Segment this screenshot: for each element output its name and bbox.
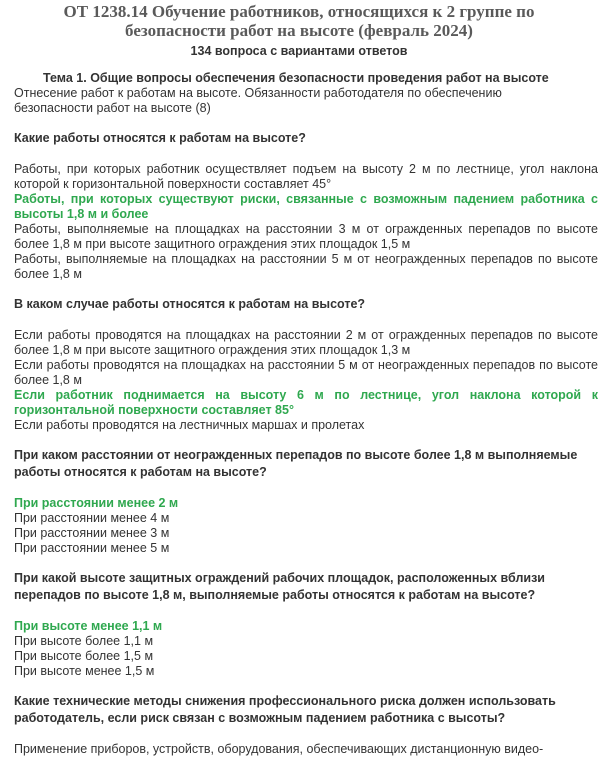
question-block	[0, 296, 598, 433]
answer-option	[0, 328, 598, 358]
answer-option	[0, 162, 598, 192]
answer-line: При высоте менее 1,5 м	[14, 664, 155, 678]
question-text	[0, 570, 604, 604]
question-line: Какие работы относятся к работам на высоте?	[14, 131, 306, 145]
document-title	[0, 2, 598, 40]
answer-option	[0, 358, 598, 388]
document-title-line-2: безопасности работ на высоте (февраль 2024)	[125, 21, 473, 40]
answer-line: Если работы проводятся на площадках на расстоянии 5 м от неогражденных перепадов по высоте	[14, 358, 598, 372]
answer-list	[0, 742, 598, 757]
answer-option	[0, 634, 598, 649]
topic-description-line-2: безопасности работ на высоте (8)	[14, 101, 211, 115]
answer-line: При расстоянии менее 3 м	[14, 526, 170, 540]
question-line: При какой высоте защитных ограждений рабочих площадок, расположенных вблизи	[14, 571, 545, 585]
answer-option-correct	[0, 192, 598, 222]
answer-line: При высоте менее 1,1 м	[14, 619, 163, 633]
answer-line: При высоте более 1,1 м	[14, 634, 154, 648]
answer-line: более 1,8 м	[14, 373, 82, 387]
answer-line: При расстоянии менее 2 м	[14, 496, 179, 510]
answer-option	[0, 526, 598, 541]
answer-option-correct	[0, 388, 598, 418]
answer-line: более 1,8 м	[14, 267, 82, 281]
question-line: работы относятся к работам на высоте?	[14, 465, 267, 479]
answer-line: Применение приборов, устройств, оборудования, обеспечивающих дистанционную видео-	[14, 742, 544, 756]
answer-line: более 1,8 м при высоте защитного ограждения этих площадок 1,3 м	[14, 343, 411, 357]
answer-option	[0, 252, 598, 282]
answer-option	[0, 418, 598, 433]
answer-line: Если работы проводятся на площадках на расстоянии 2 м от огражденных перепадов по высоте	[14, 328, 598, 342]
question-text	[0, 130, 604, 147]
answer-list	[0, 496, 598, 556]
topic-description-line-1: Отнесение работ к работам на высоте. Обязанности работодателя по обеспечению	[14, 86, 502, 100]
answer-line: Работы, при которых существуют риски, связанные с возможным падением работника с	[14, 192, 598, 206]
answer-line: высоты 1,8 м и более	[14, 207, 149, 221]
answer-option	[0, 222, 598, 252]
question-line: При каком расстоянии от неогражденных перепадов по высоте более 1,8 м выполняемые	[14, 448, 578, 462]
answer-option-correct	[0, 619, 598, 634]
topic-heading: Тема 1. Общие вопросы обеспечения безопасности проведения работ на высоте	[43, 71, 549, 85]
question-line: Какие технические методы снижения профессионального риска должен использовать	[14, 694, 556, 708]
answer-line: горизонтальной поверхности составляет 85°	[14, 403, 294, 417]
answer-line: При расстоянии менее 4 м	[14, 511, 170, 525]
question-line: В каком случае работы относятся к работам на высоте?	[14, 297, 366, 311]
answer-line: Работы, выполняемые на площадках на расстоянии 3 м от огражденных перепадов по высоте	[14, 222, 598, 236]
question-line: работодатель, если риск связан с возможным падением работника с высоты?	[14, 711, 506, 725]
answer-list	[0, 619, 598, 679]
question-text	[0, 447, 604, 481]
question-block	[0, 693, 598, 757]
answer-line: При высоте более 1,5 м	[14, 649, 154, 663]
answer-line: Работы, выполняемые на площадках на расстоянии 5 м от неогражденных перепадов по высоте	[14, 252, 598, 266]
question-block	[0, 570, 598, 679]
question-text	[0, 693, 604, 727]
answer-line: Если работы проводятся на лестничных маршах и пролетах	[14, 418, 365, 432]
question-line: перепадов по высоте 1,8 м, выполняемые работы относятся к работам на высоте?	[14, 588, 536, 602]
question-text	[0, 296, 604, 313]
answer-option	[0, 742, 598, 757]
answer-line: Работы, при которых работник осуществляет подъем на высоту 2 м по лестнице, угол наклона	[14, 162, 598, 176]
question-block	[0, 447, 598, 556]
topic-description	[0, 86, 588, 116]
answer-option	[0, 511, 598, 526]
document-title-line-1: ОТ 1238.14 Обучение работников, относящихся к 2 группе по	[63, 2, 535, 21]
answer-line: При расстоянии менее 5 м	[14, 541, 170, 555]
answer-option-correct	[0, 496, 598, 511]
answer-list	[0, 328, 598, 433]
answer-option	[0, 649, 598, 664]
answer-option	[0, 664, 598, 679]
answer-line: которой к горизонтальной поверхности составляет 45°	[14, 177, 332, 191]
document-subtitle: 134 вопроса с вариантами ответов	[190, 44, 408, 58]
questions-list	[0, 130, 598, 757]
question-block	[0, 130, 598, 282]
answer-line: Если работник поднимается на высоту 6 м по лестнице, угол наклона которой к	[14, 388, 598, 402]
answer-list	[0, 162, 598, 282]
answer-option	[0, 541, 598, 556]
answer-line: более 1,8 м при высоте защитного ограждения этих площадок 1,5 м	[14, 237, 411, 251]
